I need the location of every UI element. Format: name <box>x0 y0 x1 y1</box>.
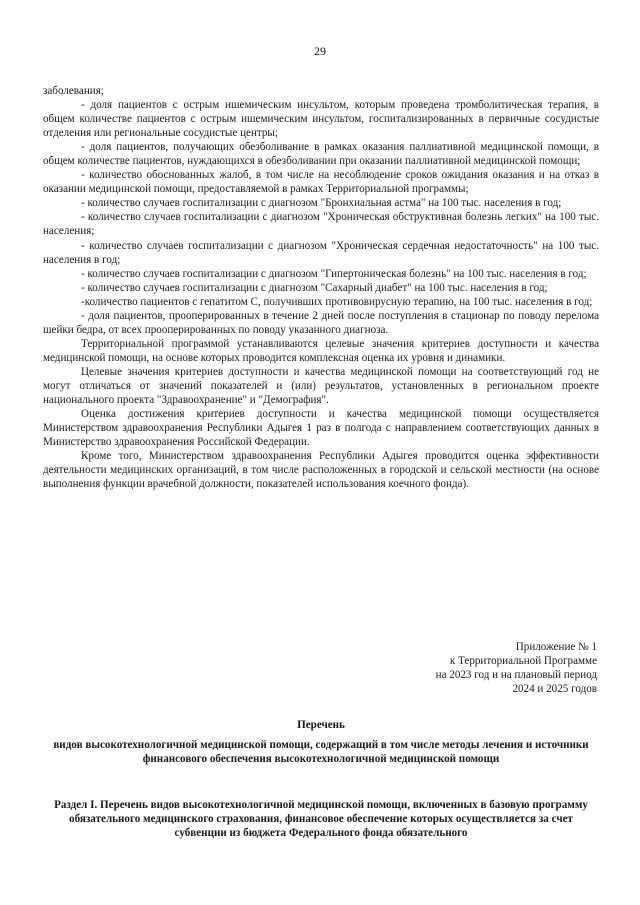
paragraph: Кроме того, Министерством здравоохранения Республики Адыгея проводится оценка эффективности деятельности медицинских организаций, в том числе расположенных в городской и сельской местности (на основе выполнения функции врачебной должности, показателей использования коечного фонда). <box>43 450 599 491</box>
appendix-line: к Территориальной Программе <box>449 655 597 668</box>
list-title: Перечень <box>297 719 345 731</box>
section-heading: Раздел I. Перечень видов высокотехнологичной медицинской помощи, включенных в базовую программу обязательного медицинского страхования, финансовое обеспечение которых осуществляется за счет субвенции из бюджета Федерального фонда обязательного <box>54 799 588 839</box>
paragraph: - количество случаев госпитализации с диагнозом "Бронхиальная астма" на 100 тыс. населения в год; <box>81 197 562 210</box>
paragraph: - количество случаев госпитализации с диагнозом "Сахарный диабет" на 100 тыс. населения в год; <box>81 281 548 294</box>
paragraph: Целевые значения критериев доступности и качества медицинской помощи на соответствующий год не могут отличаться от значений показателей и (или) результатов, установленных в региональном проекте национального проекта "Здравоохранение" и "Демография". <box>43 365 599 407</box>
page-number: 29 <box>314 44 326 58</box>
paragraph: Территориальной программой устанавливаются целевые значения критериев доступности и качества медицинской помощи, на основе которых проводится комплексная оценка их уровня и динамики. <box>43 337 599 364</box>
appendix-line: на 2023 год и на плановый период <box>435 669 597 682</box>
paragraph: - доля пациентов с острым ишемическим инсультом, которым проведена тромболитическая терапия, в общем количестве пациентов с острым ишемическим инсультом, госпитализированных в первичные сосудистые отделения или региональные сосудистые центры; <box>43 99 599 140</box>
appendix-line: 2024 и 2025 годов <box>512 683 597 696</box>
appendix-reference <box>436 640 597 696</box>
appendix-line: Приложение № 1 <box>515 641 597 653</box>
paragraph: - количество случаев госпитализации с диагнозом "Хроническая сердечная недостаточность" на 100 тыс. населения в год; <box>43 239 599 266</box>
paragraph: -количество пациентов с гепатитом С, получивших противовирусную терапию, на 100 тыс. населения в год; <box>81 295 593 308</box>
document-body <box>43 84 599 491</box>
paragraph: - доля пациентов, получающих обезболивание в рамках оказания паллиативной медицинской помощи, в общем количестве пациентов, нуждающихся в обезболивании при оказании паллиативной медицинской помощи; <box>43 141 599 168</box>
paragraph: - количество случаев госпитализации с диагнозом "Хроническая обструктивная болезнь легких" на 100 тыс. населения; <box>43 211 599 238</box>
list-subtitle: видов высокотехнологичной медицинской помощи, содержащий в том числе методы лечения и источники финансового обеспечения высокотехнологичной медицинской помощи <box>53 739 589 765</box>
paragraph: Оценка достижения критериев доступности и качества медицинской помощи осуществляется Министерством здравоохранения Республики Адыгея 1 раз в полгода с направлением соответствующих данных в Министерство здравоохранения Российской Федерации. <box>43 408 599 449</box>
paragraph: - доля пациентов, прооперированных в течение 2 дней после поступления в стационар по поводу перелома шейки бедра, от всех прооперированных по поводу указанного диагноза. <box>43 309 599 336</box>
paragraph: - количество случаев госпитализации с диагнозом "Гипертоническая болезнь" на 100 тыс. населения в год; <box>81 267 587 280</box>
paragraph: - количество обоснованных жалоб, в том числе на несоблюдение сроков ожидания оказания и на отказ в оказании медицинской помощи, предоставляемой в рамках Территориальной программы; <box>43 169 599 196</box>
paragraph: заболевания; <box>43 85 104 97</box>
